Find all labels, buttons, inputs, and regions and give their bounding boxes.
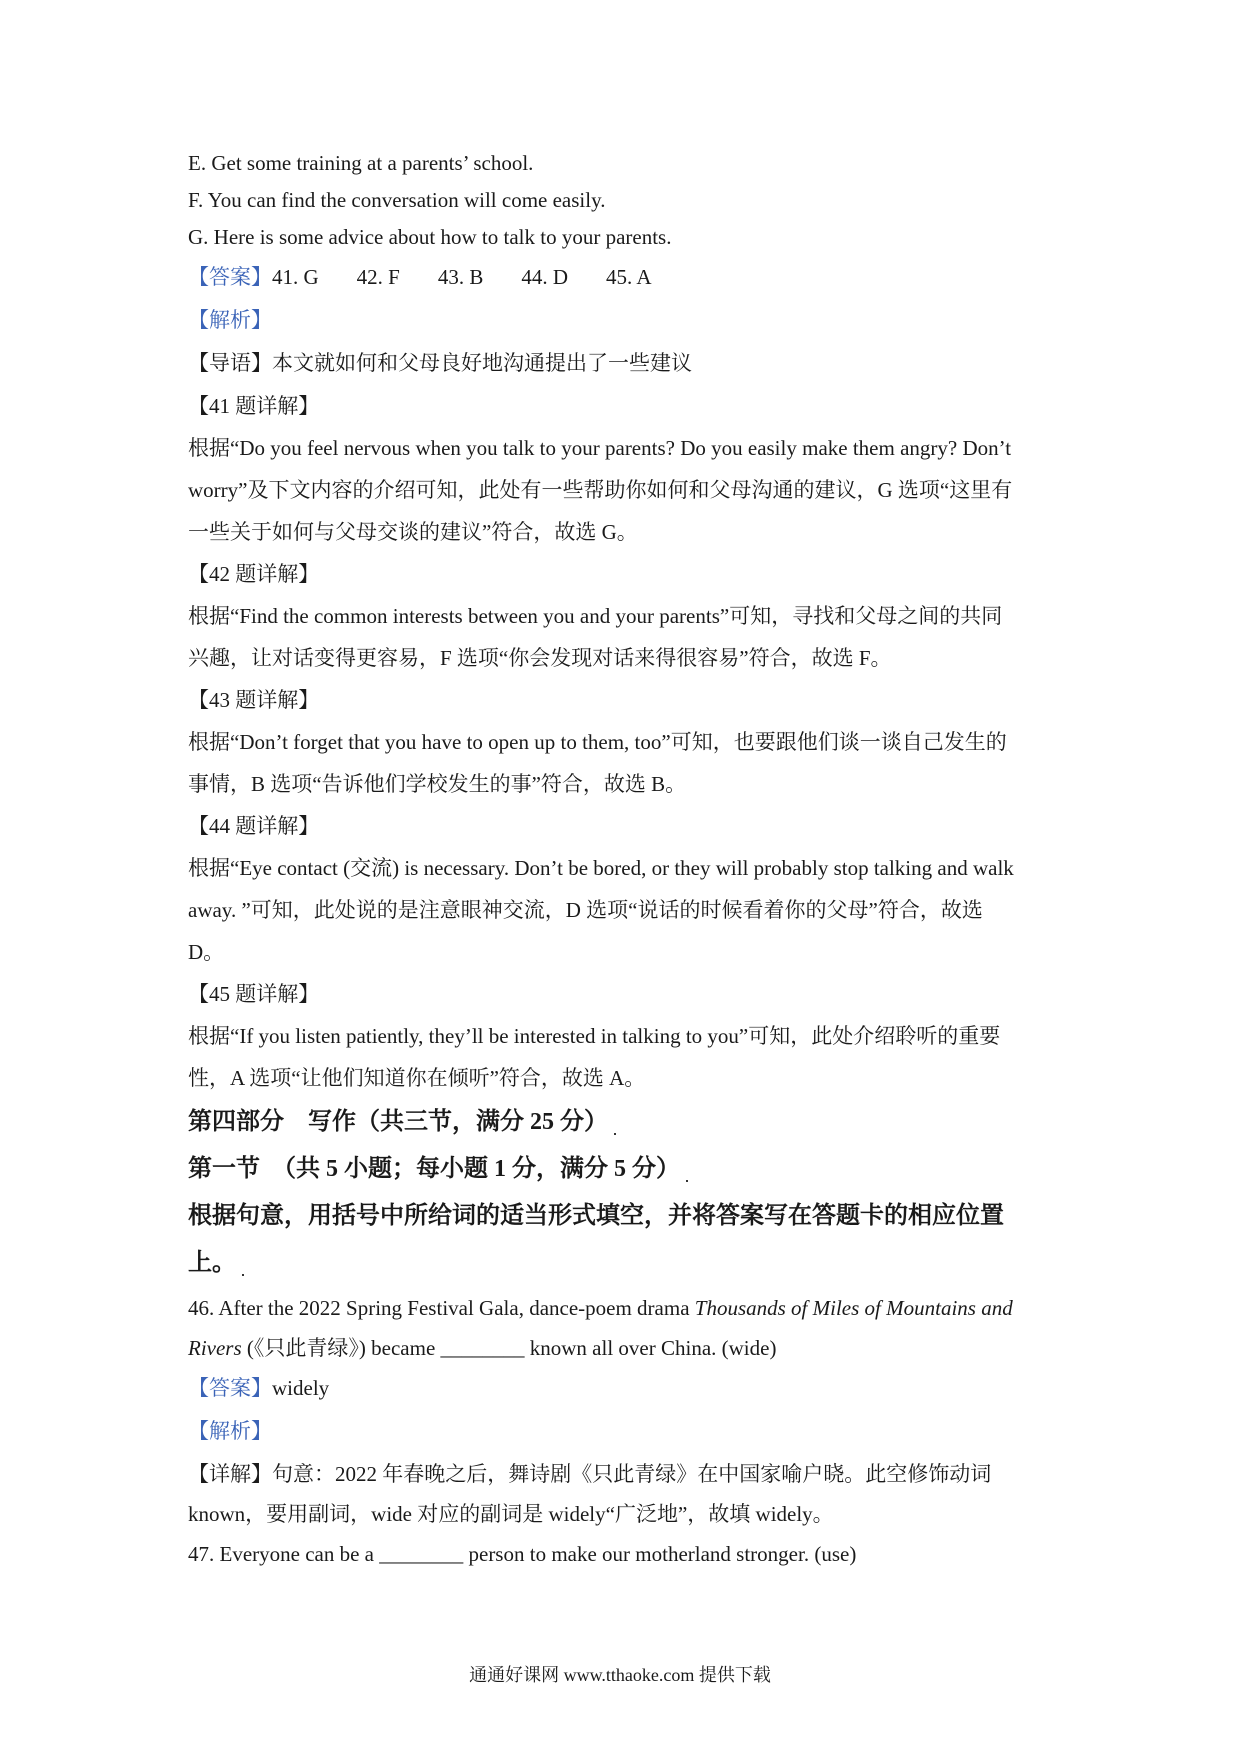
q46-detail-2: known，要用副词，wide 对应的副词是 widely“广泛地”，故填 widely。 <box>188 1502 834 1526</box>
q44-explanation <box>188 805 1068 973</box>
q44-line: away. ”可知，此处说的是注意眼神交流，D 选项“说话的时候看着你的父母”符合，故选 <box>188 898 983 922</box>
q41-line: worry”及下文内容的介绍可知，此处有一些帮助你如何和父母沟通的建议，G 选项“这里有 <box>188 478 1013 502</box>
dot-mark <box>686 1180 688 1182</box>
q45-line: 性，A 选项“让他们知道你在倾听”符合，故选 A。 <box>188 1066 646 1090</box>
q41-line: 一些关于如何与父母交谈的建议”符合，故选 G。 <box>188 520 638 544</box>
q46-answer: widely <box>272 1376 330 1400</box>
answer-row <box>188 256 1068 299</box>
answer-44: 44. D <box>521 265 569 289</box>
q43-title: 【43 题详解】 <box>188 688 320 712</box>
q47-question: 47. Everyone can be a ________ person to make our motherland stronger. (use) <box>188 1542 857 1566</box>
q42-explanation <box>188 553 1068 679</box>
page-footer: 通通好课网 www.tthaoke.com 提供下载 <box>469 1665 771 1685</box>
q46-answer-row <box>188 1367 1068 1410</box>
q42-title: 【42 题详解】 <box>188 562 320 586</box>
q46-analysis-label: 【解析】 <box>188 1419 272 1443</box>
q46-line-1 <box>188 1287 1068 1330</box>
analysis-label: 【解析】 <box>188 308 272 332</box>
section1-heading-text: 第一节 （共 5 小题；每小题 1 分，满分 5 分） <box>188 1156 680 1182</box>
dot-mark <box>614 1133 616 1135</box>
q44-title: 【44 题详解】 <box>188 814 320 838</box>
q44-line: D。 <box>188 940 225 964</box>
q46-title-italic-2: Rivers <box>188 1336 242 1360</box>
q46-detail-1: 【详解】句意：2022 年春晚之后，舞诗剧《只此青绿》在中国家喻户晓。此空修饰动词 <box>188 1462 992 1486</box>
q46-answer-label: 【答案】 <box>188 1376 272 1400</box>
page-content <box>188 145 1068 1576</box>
answer-label: 【答案】 <box>188 265 272 289</box>
part4-heading <box>188 1099 1068 1146</box>
q45-title: 【45 题详解】 <box>188 982 320 1006</box>
part4-heading-text: 第四部分 写作（共三节，满分 25 分） <box>188 1109 608 1135</box>
option-e: E. Get some training at a parents’ school. <box>188 151 534 175</box>
instruction-line-2 <box>188 1240 1068 1287</box>
q43-line: 根据“Don’t forget that you have to open up to them, too”可知，也要跟他们谈一谈自己发生的 <box>188 730 1007 754</box>
section1-heading <box>188 1146 1068 1193</box>
q41-line: 根据“Do you feel nervous when you talk to your parents? Do you easily make them angry? Don’t <box>188 436 1012 460</box>
guide-text: 【导语】本文就如何和父母良好地沟通提出了一些建议 <box>188 351 692 375</box>
instruction-line-1: 根据句意，用括号中所给词的适当形式填空，并将答案写在答题卡的相应位置 <box>188 1203 1004 1229</box>
q44-line: 根据“Eye contact (交流) is necessary. Don’t be bored, or they will probably stop talking and walk <box>188 856 1014 880</box>
q41-explanation <box>188 385 1068 553</box>
q46-title-italic: Thousands of Miles of Mountains and <box>694 1296 1013 1320</box>
q43-line: 事情，B 选项“告诉他们学校发生的事”符合，故选 B。 <box>188 772 687 796</box>
dot-mark <box>242 1274 244 1276</box>
instruction-line-2-text: 上。 <box>188 1250 236 1276</box>
answer-43: 43. B <box>437 265 484 289</box>
q45-explanation <box>188 973 1068 1099</box>
option-f: F. You can find the conversation will come easily. <box>188 188 606 212</box>
q46-line2-text: (《只此青绿》) became ________ known all over China. (wide) <box>241 1336 777 1360</box>
q43-explanation <box>188 679 1068 805</box>
q42-line: 兴趣，让对话变得更容易，F 选项“你会发现对话来得很容易”符合，故选 F。 <box>188 646 892 670</box>
q41-title: 【41 题详解】 <box>188 394 320 418</box>
option-g: G. Here is some advice about how to talk to your parents. <box>188 225 672 249</box>
q42-line: 根据“Find the common interests between you and your parents”可知，寻找和父母之间的共同 <box>188 604 1003 628</box>
q46-line1-text: 46. After the 2022 Spring Festival Gala, dance-poem drama <box>188 1296 695 1320</box>
answer-41: 41. G <box>272 265 319 289</box>
q45-line: 根据“If you listen patiently, they’ll be interested in talking to you”可知，此处介绍聆听的重要 <box>188 1024 1001 1048</box>
answer-45: 45. A <box>606 265 652 289</box>
q46-line-2 <box>188 1330 1068 1367</box>
answer-42: 42. F <box>356 265 400 289</box>
